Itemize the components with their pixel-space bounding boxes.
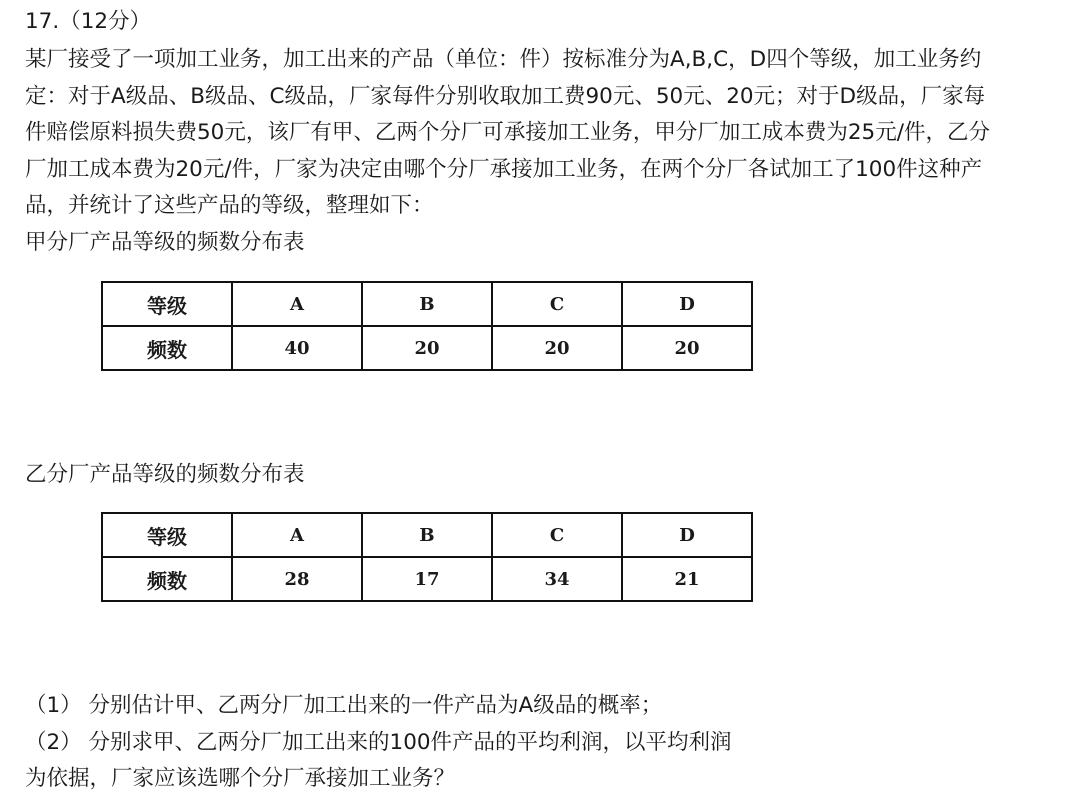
table-row-grade xyxy=(102,282,752,326)
grade-cell-c: C xyxy=(492,282,622,326)
grade-cell-d: D xyxy=(622,513,752,557)
sub-question-2: （2） 分别求甲、乙两分厂加工出来的100件产品的平均利润，以平均利润 xyxy=(25,730,732,755)
table-row-frequency xyxy=(102,557,752,601)
table-jia-caption: 甲分厂产品等级的频数分布表 xyxy=(25,230,305,255)
count-cell-a: 40 xyxy=(232,326,362,370)
sub-question-2-continued: 为依据，厂家应该选哪个分厂承接加工业务？ xyxy=(25,766,456,791)
question-body-line-1: 某厂接受了一项加工业务，加工出来的产品（单位：件）按标准分为A,B,C，D四个等级，加工业务约 xyxy=(25,47,982,72)
question-body-line-2: 定：对于A级品、B级品、C级品，厂家每件分别收取加工费90元、50元、20元；对于D级品，厂家每 xyxy=(25,84,986,109)
count-cell-b: 17 xyxy=(362,557,492,601)
row-label-grade: 等级 xyxy=(102,513,232,557)
grade-cell-d: D xyxy=(622,282,752,326)
row-label-frequency: 频数 xyxy=(102,326,232,370)
question-body-line-5: 品，并统计了这些产品的等级，整理如下： xyxy=(25,193,434,218)
count-cell-b: 20 xyxy=(362,326,492,370)
grade-cell-c: C xyxy=(492,513,622,557)
row-label-frequency: 频数 xyxy=(102,557,232,601)
question-body-line-3: 件赔偿原料损失费50元，该厂有甲、乙两个分厂可承接加工业务，甲分厂加工成本费为25元/件，乙分 xyxy=(25,120,990,145)
grade-cell-b: B xyxy=(362,282,492,326)
question-header: 17.（12分） xyxy=(25,9,152,34)
count-cell-d: 21 xyxy=(622,557,752,601)
grade-cell-b: B xyxy=(362,513,492,557)
table-row-grade xyxy=(102,513,752,557)
question-body-line-4: 厂加工成本费为20元/件，厂家为决定由哪个分厂承接加工业务，在两个分厂各试加工了100件这种产 xyxy=(25,157,983,182)
count-cell-d: 20 xyxy=(622,326,752,370)
table-row-frequency xyxy=(102,326,752,370)
grade-cell-a: A xyxy=(232,513,362,557)
count-cell-a: 28 xyxy=(232,557,362,601)
table-yi-caption: 乙分厂产品等级的频数分布表 xyxy=(25,462,305,487)
sub-question-1: （1） 分别估计甲、乙两分厂加工出来的一件产品为A级品的概率； xyxy=(25,693,663,718)
row-label-grade: 等级 xyxy=(102,282,232,326)
count-cell-c: 34 xyxy=(492,557,622,601)
count-cell-c: 20 xyxy=(492,326,622,370)
frequency-table-yi xyxy=(101,512,753,602)
grade-cell-a: A xyxy=(232,282,362,326)
frequency-table-jia xyxy=(101,281,753,371)
